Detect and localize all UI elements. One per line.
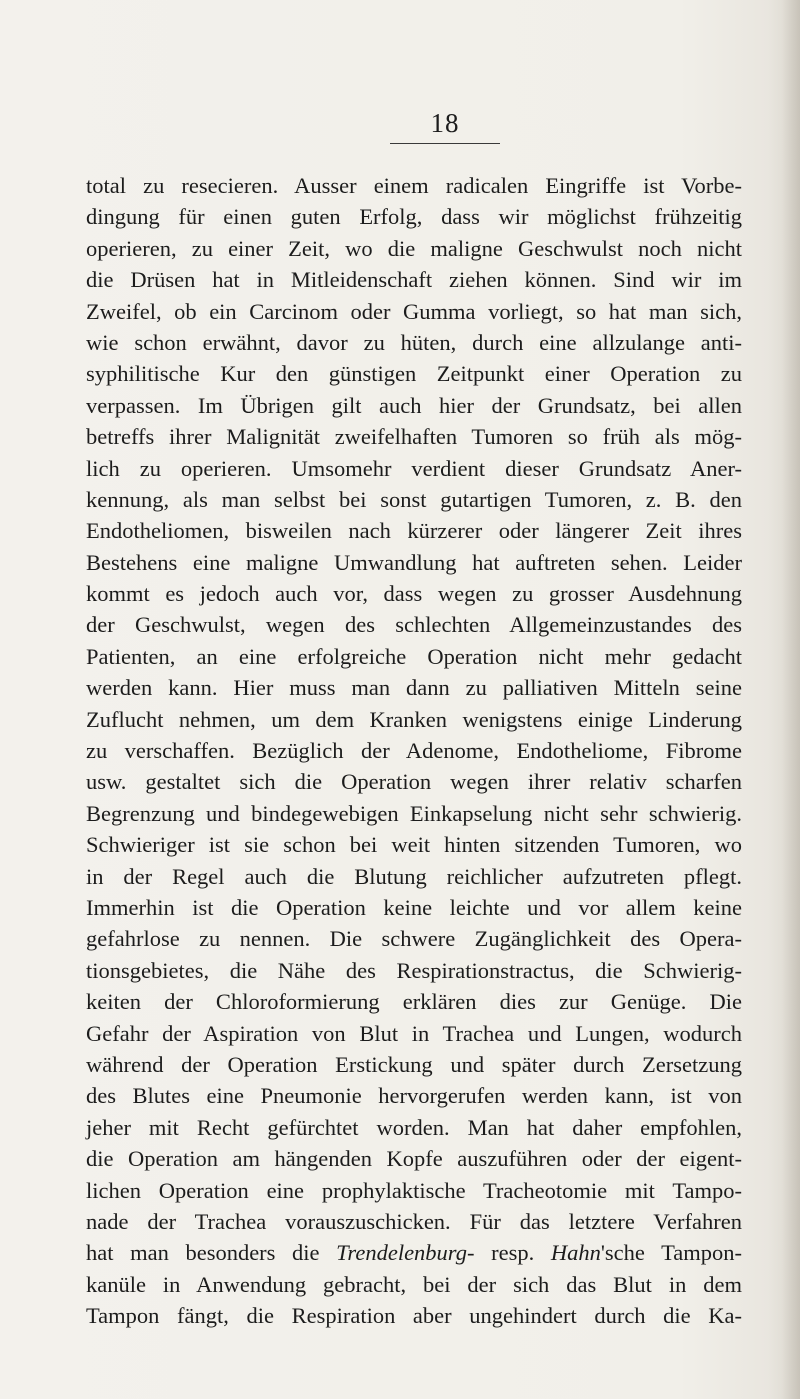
text-line: Immerhin ist die Operation keine leichte und vor allem keine [86,894,742,920]
text-line: Bestehens eine maligne Umwandlung hat auftreten sehen. Leider [86,549,742,575]
text-line: jeher mit Recht gefürchtet worden. Man hat daher empfohlen, [86,1114,742,1140]
text-line: nade der Trachea vorauszuschicken. Für das letztere Verfahren [86,1208,742,1234]
text-line: Gefahr der Aspiration von Blut in Trachea und Lungen, wodurch [86,1020,742,1046]
text-line: total zu resecieren. Ausser einem radicalen Eingriffe ist Vorbe- [86,173,742,198]
text-line: zu verschaffen. Bezüglich der Adenome, Endotheliome, Fibrome [86,738,742,764]
text-line: Schwieriger ist sie schon bei weit hinten sitzenden Tumoren, wo [86,832,742,858]
text-line: keiten der Chloroformierung erklären dies zur Genüge. Die [86,989,742,1015]
text-line: des Blutes eine Pneumonie hervorgerufen werden kann, ist von [86,1083,742,1109]
text-line: wie schon erwähnt, davor zu hüten, durch eine allzulange anti- [86,329,742,355]
text-line: werden kann. Hier muss man dann zu palliativen Mitteln seine [86,675,742,701]
text-line: kennung, als man selbst bei sonst gutartigen Tumoren, z. B. den [86,486,742,512]
text-line: Endotheliomen, bisweilen nach kürzerer oder längerer Zeit ihres [86,518,742,544]
text-line: dingung für einen guten Erfolg, dass wir möglichst frühzeitig [86,204,742,230]
text-line: lichen Operation eine prophylaktische Tracheotomie mit Tampo- [86,1177,742,1203]
text-line: usw. gestaltet sich die Operation wegen ihrer relativ scharfen [86,769,742,795]
text-line: kommt es jedoch auch vor, dass wegen zu grosser Ausdehnung [86,581,742,607]
text-line: Begrenzung und bindegewebigen Einkapselung nicht sehr schwierig. [86,800,742,826]
page-number: 18 [430,108,460,138]
italic-name-trendelenburg: Trendelenburg- [336,1240,475,1266]
text-line: der Geschwulst, wegen des schlechten Allgemeinzustandes des [86,612,742,638]
page-edge-shadow [782,0,800,1399]
text-line: Tampon fängt, die Respiration aber ungehindert durch die Ka- [86,1303,742,1329]
text-segment: hat man besonders die [86,1240,337,1266]
text-line: Zweifel, ob ein Carcinom oder Gumma vorliegt, so hat man sich, [86,298,742,324]
text-line: syphilitische Kur den günstigen Zeitpunkt einer Operation zu [86,361,742,387]
text-line: Zuflucht nehmen, um dem Kranken wenigstens einige Linderung [86,706,742,732]
text-line: verpassen. Im Übrigen gilt auch hier der Grundsatz, bei allen [86,392,742,418]
text-line: die Drüsen hat in Mitleidenschaft ziehen können. Sind wir im [86,267,742,293]
text-line: lich zu operieren. Umsomehr verdient dieser Grundsatz Aner- [86,455,742,481]
text-line: während der Operation Erstickung und später durch Zersetzung [86,1051,742,1077]
text-segment: 'sche Tampon- [600,1240,742,1266]
text-line: tionsgebietes, die Nähe des Respirationstractus, die Schwierig- [86,957,742,983]
text-line: kanüle in Anwendung gebracht, bei der sich das Blut in dem [86,1271,742,1297]
text-line: operieren, zu einer Zeit, wo die maligne Geschwulst noch nicht [86,235,742,261]
body-text [86,170,742,1331]
text-line: die Operation am hängenden Kopfe auszuführen oder der eigent- [86,1146,742,1172]
page-number-rule [390,143,500,144]
text-segment: resp. [474,1240,551,1266]
text-line-with-italics [86,1237,742,1268]
italic-name-hahn: Hahn [550,1240,601,1266]
text-line: gefahrlose zu nennen. Die schwere Zugänglichkeit des Opera- [86,926,742,952]
text-line: Patienten, an eine erfolgreiche Operation nicht mehr gedacht [86,643,742,669]
text-line: betreffs ihrer Malignität zweifelhaften Tumoren so früh als mög- [86,424,742,450]
text-line: in der Regel auch die Blutung reichlicher aufzutreten pflegt. [86,863,742,889]
